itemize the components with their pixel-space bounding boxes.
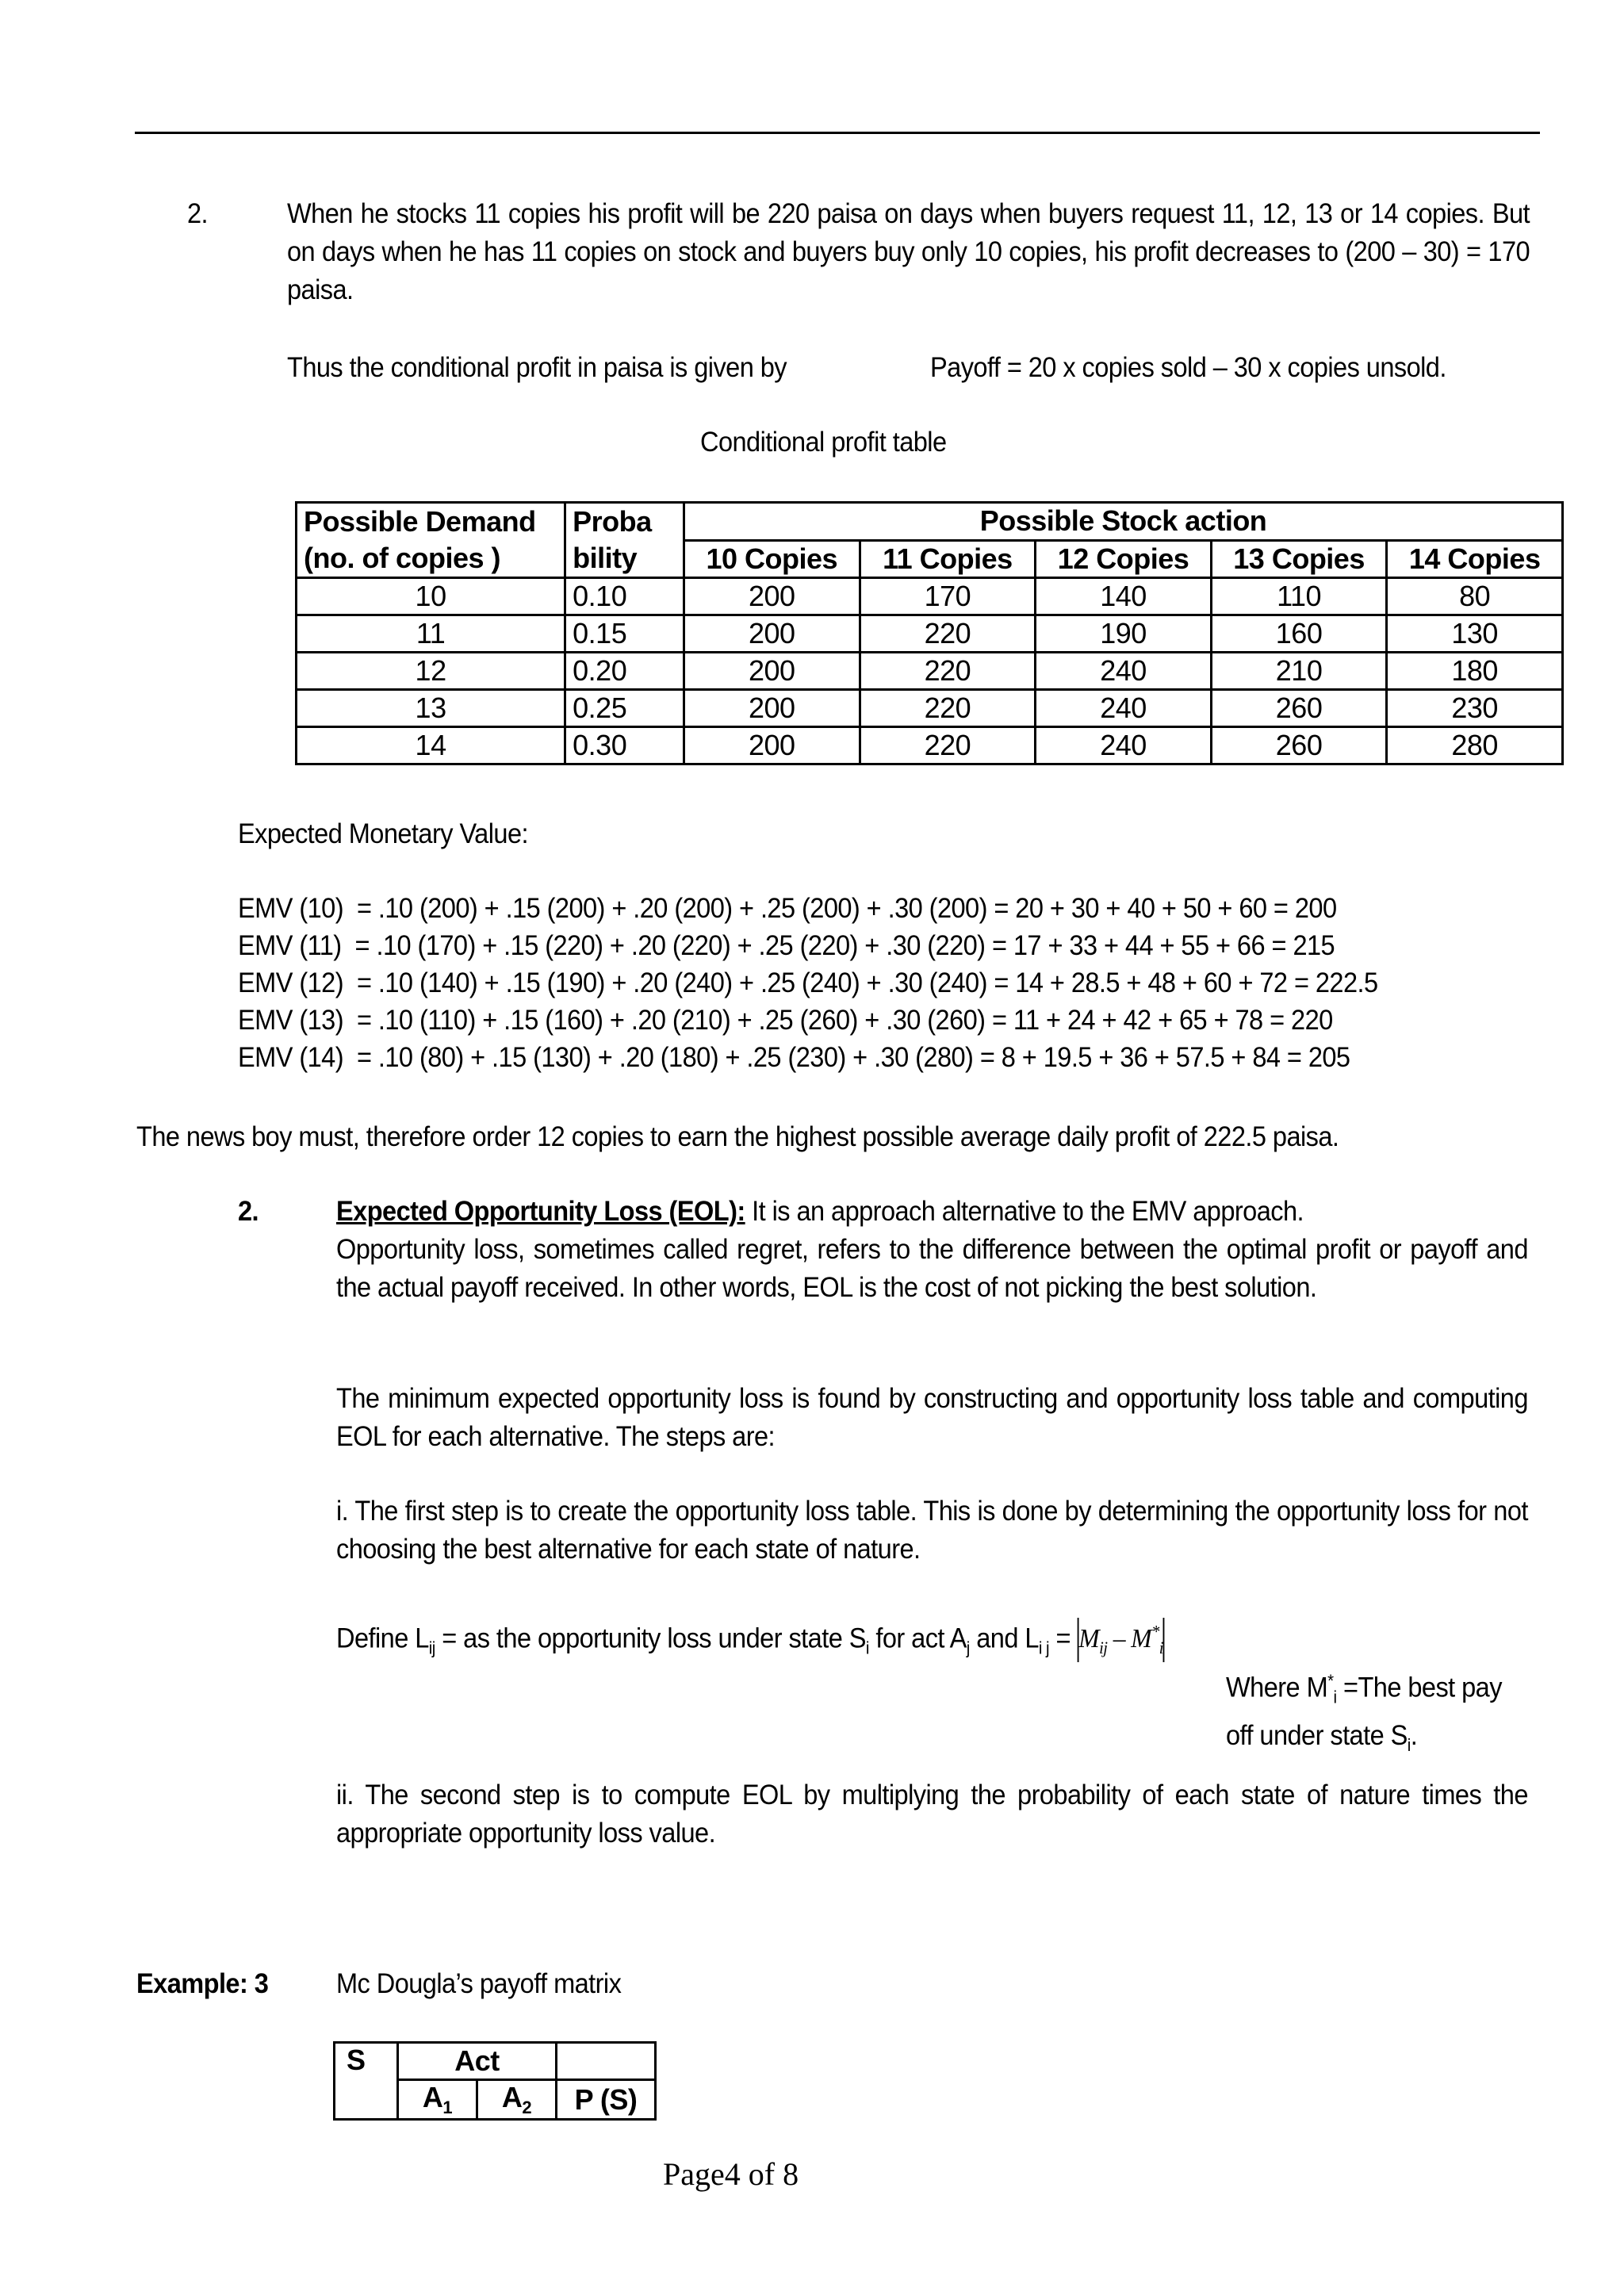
table-row: [297, 615, 1563, 653]
where-sub-i: i: [1333, 1687, 1337, 1707]
where-text: Where M: [1226, 1672, 1328, 1703]
header-demand-line2: (no. of copies ): [304, 542, 500, 574]
col-header: 12 Copies: [1036, 540, 1212, 578]
eol-intro-rest: It is an approach alternative to the EMV approach.: [745, 1196, 1304, 1227]
conditional-profit-table: [295, 501, 1564, 765]
formula-sub-i: i: [1159, 1638, 1163, 1658]
value-cell: 240: [1036, 727, 1212, 764]
value-cell: 80: [1387, 578, 1563, 615]
value-cell: 110: [1211, 578, 1387, 615]
where-text: =The best pay: [1336, 1672, 1502, 1703]
example-label: Example: 3: [136, 1968, 269, 1999]
prob-cell: 0.20: [565, 653, 684, 690]
emv-line: EMV (14) = .10 (80) + .15 (130) + .20 (180) + .25 (230) + .30 (280) = 8 + 19.5 + 36 + 57.5 + 84 = 205: [238, 1042, 1350, 1073]
prob-cell: 0.25: [565, 690, 684, 727]
define-text: = as the opportunity loss under state S: [435, 1623, 866, 1654]
value-cell: 130: [1387, 615, 1563, 653]
header-rule: [135, 132, 1540, 134]
define-text: and L: [969, 1623, 1039, 1654]
sub-i-j: i j: [1038, 1638, 1050, 1658]
item-number: 2.: [187, 198, 209, 229]
where-text: off under state S: [1226, 1719, 1408, 1751]
value-cell: 240: [1036, 653, 1212, 690]
value-cell: 200: [684, 615, 860, 653]
emv-line: EMV (13) = .10 (110) + .15 (160) + .20 (210) + .25 (260) + .30 (260) = 11 + 24 + 42 + 65 + 78 = 220: [238, 1005, 1333, 1036]
value-cell: 220: [860, 653, 1036, 690]
header-a2: [477, 2080, 557, 2120]
opportunity-loss-formula: [1078, 1622, 1163, 1658]
header-probability: [565, 503, 684, 578]
table-row: [297, 727, 1563, 764]
formula-minus-m: – M: [1107, 1624, 1152, 1654]
value-cell: 160: [1211, 615, 1387, 653]
eol-definition: [336, 1613, 1165, 1667]
eol-paragraph-1: Opportunity loss, sometimes called regret, refers to the difference between the optimal profit or payoff and the actual payoff received. In other words, EOL is the cost of not picking the best solution.: [336, 1234, 1528, 1303]
define-text: Define L: [336, 1623, 429, 1654]
value-cell: 220: [860, 690, 1036, 727]
header-demand: [297, 503, 565, 578]
value-cell: 200: [684, 653, 860, 690]
eol-paragraph-2: The minimum expected opportunity loss is found by constructing and opportunity loss table and computing EOL for each alternative. The steps are:: [336, 1383, 1528, 1452]
prob-cell: 0.10: [565, 578, 684, 615]
value-cell: 200: [684, 578, 860, 615]
a1-sub: 1: [442, 2098, 453, 2118]
sub-i: i: [865, 1638, 869, 1658]
value-cell: 230: [1387, 690, 1563, 727]
a2-base: A: [501, 2081, 523, 2113]
value-cell: 180: [1387, 653, 1563, 690]
header-prob-line2: bility: [573, 542, 638, 574]
demand-cell: 14: [297, 727, 565, 764]
table-row: [297, 578, 1563, 615]
formula-m: M: [1078, 1624, 1100, 1654]
header-prob-line1: Proba: [573, 505, 652, 538]
emv-conclusion: The news boy must, therefore order 12 copies to earn the highest possible average daily profit of 222.5 paisa.: [136, 1121, 1339, 1152]
header-demand-line1: Possible Demand: [304, 505, 536, 538]
value-cell: 140: [1036, 578, 1212, 615]
value-cell: 200: [684, 690, 860, 727]
payoff-matrix-table: [333, 2041, 657, 2121]
eol-intro: [336, 1193, 1304, 1231]
table-row: [297, 690, 1563, 727]
emv-line: EMV (10) = .10 (200) + .15 (200) + .20 (200) + .25 (200) + .30 (200) = 20 + 30 + 40 + 50 + 60 = 200: [238, 893, 1337, 924]
table-caption: Conditional profit table: [700, 427, 947, 458]
demand-cell: 11: [297, 615, 565, 653]
a2-sub: 2: [522, 2098, 532, 2118]
formula-star: *: [1151, 1622, 1159, 1642]
value-cell: 210: [1211, 653, 1387, 690]
header-s: S: [335, 2043, 398, 2120]
example-title: Mc Dougla’s payoff matrix: [336, 1968, 622, 1999]
value-cell: 190: [1036, 615, 1212, 653]
thus-text: Thus the conditional profit in paisa is given by: [287, 352, 787, 383]
emv-line: EMV (12) = .10 (140) + .15 (190) + .20 (240) + .25 (240) + .30 (240) = 14 + 28.5 + 48 + 60 + 72 = 222.5: [238, 967, 1378, 998]
eol-step-2: ii. The second step is to compute EOL by multiplying the probability of each state of nature times the appropriate opportunity loss value.: [336, 1780, 1528, 1849]
value-cell: 260: [1211, 690, 1387, 727]
emv-line: EMV (11) = .10 (170) + .15 (220) + .20 (220) + .25 (220) + .30 (220) = 17 + 33 + 44 + 55 + 66 = 215: [238, 930, 1335, 961]
formula-sub-ij: ij: [1099, 1638, 1108, 1658]
col-header: 14 Copies: [1387, 540, 1563, 578]
value-cell: 220: [860, 615, 1036, 653]
page-number: Page4 of 8: [663, 2156, 799, 2192]
value-cell: 170: [860, 578, 1036, 615]
demand-cell: 10: [297, 578, 565, 615]
define-text: for act A: [868, 1623, 967, 1654]
value-cell: 200: [684, 727, 860, 764]
where-note: [1226, 1662, 1502, 1764]
table-header-row: [297, 503, 1563, 541]
payoff-formula: Payoff = 20 x copies sold – 30 x copies unsold.: [930, 352, 1446, 383]
a1-base: A: [422, 2081, 443, 2113]
prob-cell: 0.30: [565, 727, 684, 764]
eol-number: 2.: [238, 1196, 259, 1227]
value-cell: 220: [860, 727, 1036, 764]
eol-step-1: i. The first step is to create the opportunity loss table. This is done by determining the opportunity loss for not choosing the best alternative for each state of nature.: [336, 1496, 1528, 1565]
sub-j: j: [966, 1638, 970, 1658]
col-header: 13 Copies: [1211, 540, 1387, 578]
header-act: Act: [398, 2043, 557, 2080]
header-stock-action: Possible Stock action: [684, 503, 1563, 541]
header-a1: [398, 2080, 477, 2120]
value-cell: 240: [1036, 690, 1212, 727]
sub-ij: ij: [428, 1638, 435, 1658]
value-cell: 280: [1387, 727, 1563, 764]
abs-bar-right: [1163, 1618, 1165, 1662]
prob-cell: 0.15: [565, 615, 684, 653]
emv-heading: Expected Monetary Value:: [238, 818, 528, 849]
col-header: 11 Copies: [860, 540, 1036, 578]
table-row: [297, 653, 1563, 690]
demand-cell: 13: [297, 690, 565, 727]
header-empty: [557, 2043, 656, 2080]
demand-cell: 12: [297, 653, 565, 690]
define-text: =: [1049, 1623, 1078, 1654]
value-cell: 260: [1211, 727, 1387, 764]
where-star: *: [1327, 1671, 1334, 1691]
header-ps: P (S): [557, 2080, 656, 2120]
matrix-header-row: [335, 2043, 656, 2080]
col-header: 10 Copies: [684, 540, 860, 578]
where-text: .: [1410, 1719, 1418, 1751]
item-paragraph: When he stocks 11 copies his profit will be 220 paisa on days when buyers request 11, 12, 13 or 14 copies. But on days when he has 11 copies on stock and buyers buy only 10 copies, his profit decreases to (200 – 30) = 170 paisa.: [287, 198, 1530, 305]
where-sub-i: i: [1407, 1734, 1411, 1755]
eol-title: Expected Opportunity Loss (EOL):: [336, 1196, 745, 1227]
